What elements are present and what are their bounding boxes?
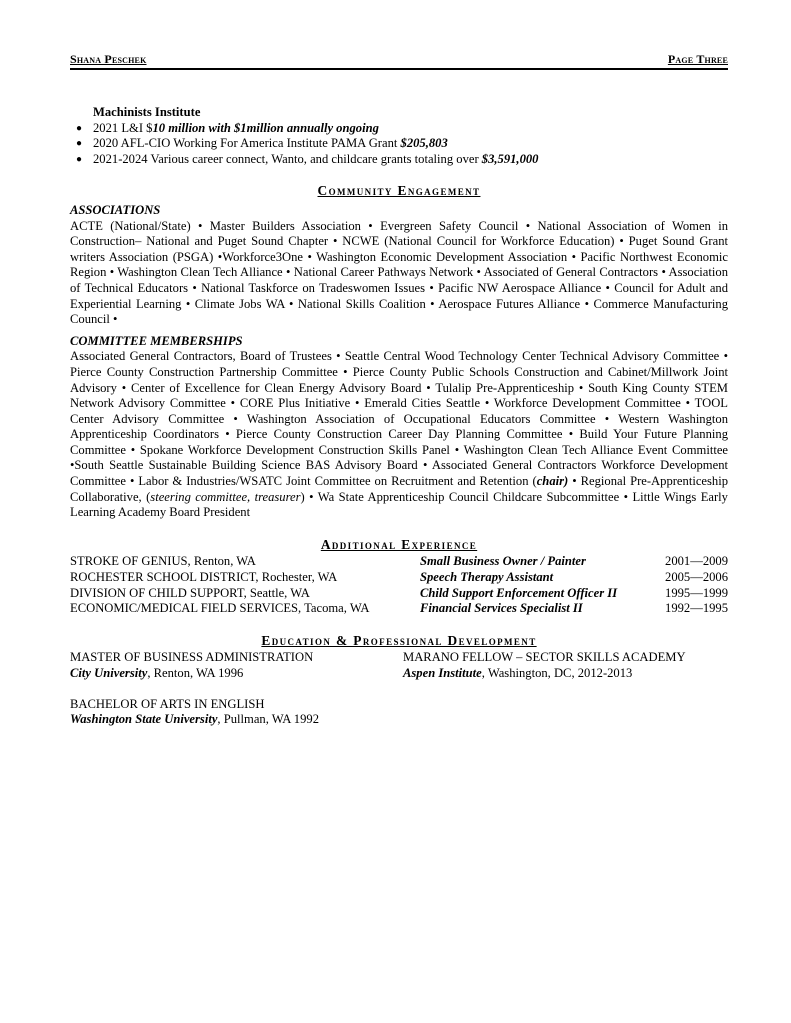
table-row: DIVISION OF CHILD SUPPORT, Seattle, WA Child Support Enforcement Officer II 1995—1999 <box>70 585 728 600</box>
associations-heading: ASSOCIATIONS <box>70 202 161 217</box>
committee-text: Associated General Contractors, Board of Trustees • Seattle Central Wood Technology Center Technical Advisory Committee • Pierce County Construction Partnership Committee • Pierce County Public Schools Construction and Cabinet/Millwork Joint Advisory • Center of Excellence for Clean Energy Advisory Board • Tulalip Pre-Apprenticeship • South King County STEM Network Advisory Committee • CORE Plus Initiative • Emerald Cities Seattle • Workforce Development Committee • TOOL Center Advisory Committee • Washington Association of Occupational Educators Committee • Western Washington Apprenticeship Coordinators • Pierce County Construction Career Day Planning Committee • Build Your Future Planning Committee • Spokane Workforce Development Construction Skills Panel • Washington Clean Tech Alliance Event Committee •South Seattle Sustainable Building Science BAS Advisory Board • Associated General Contractors Workforce Development Committee • Labor & Industries/WSATC Joint Committee on Recruitment and Retention (chair) • Regional Pre-Apprenticeship Collaborative, (steering committee, treasurer) • Wa State Apprenticeship Council Childcare Subcommittee • Little Wings Early Learning Academy Board President <box>70 349 728 520</box>
associations-text: ACTE (National/State) • Master Builders Association • Evergreen Safety Council • National Association of Women in Construction– National and Puget Sound Chapter • NCWE (National Council for Workforce Education) • Puget Sound Grant writers Association (PSGA) •Workforce3One • Washington Economic Development Association • Pacific Northwest Economic Region • Washington Clean Tech Alliance • National Career Pathways Network • Associated of General Contractors • Association of Technical Educators • National Taskforce on Tradeswomen Issues • Pacific NW Aerospace Alliance • Council for Adult and Experiential Learning • Climate Jobs WA • National Skills Coalition • Aerospace Futures Alliance • Commerce Manufacturing Council • <box>70 218 728 327</box>
education-item: MARANO FELLOW – SECTOR SKILLS ACADEMY Aspen Institute, Washington, DC, 2012-2013 <box>403 650 686 680</box>
table-row: ECONOMIC/MEDICAL FIELD SERVICES, Tacoma, WA Financial Services Specialist II 1992—1995 <box>70 601 728 616</box>
header-name: Shana Peschek <box>70 52 147 66</box>
bullet-icon: ● <box>76 122 83 134</box>
education-grid <box>70 650 728 681</box>
table-row: ROCHESTER SCHOOL DISTRICT, Rochester, WA Speech Therapy Assistant 2005—2006 <box>70 570 728 585</box>
education-heading: Education & Professional Development <box>261 632 537 648</box>
list-item: ● 2021 L&I $10 million with $1million annually ongoing <box>76 120 379 135</box>
resume-page <box>70 52 728 728</box>
education-item: BACHELOR OF ARTS IN ENGLISH Washington State University, Pullman, WA 1992 <box>70 696 319 727</box>
grants-list <box>76 120 728 168</box>
experience-heading: Additional Experience <box>320 536 478 552</box>
header-page-number: Page Three <box>667 52 728 66</box>
bullet-icon: ● <box>76 153 83 165</box>
institute-name: Machinists Institute <box>93 105 201 119</box>
committee-heading: COMMITTEE MEMBERSHIPS <box>70 333 243 348</box>
list-item: ● 2021-2024 Various career connect, Wanto, and childcare grants totaling over $3,591,000 <box>76 151 539 166</box>
experience-list <box>70 554 728 616</box>
table-row: STROKE OF GENIUS, Renton, WA Small Business Owner / Painter 2001—2009 <box>70 554 728 569</box>
page-header <box>70 52 728 70</box>
bullet-icon: ● <box>76 138 83 150</box>
education-item: MASTER OF BUSINESS ADMINISTRATION City University, Renton, WA 1996 <box>70 650 314 680</box>
grants-block <box>70 105 728 167</box>
list-item: ● 2020 AFL-CIO Working For America Institute PAMA Grant $205,803 <box>76 136 448 151</box>
community-engagement-heading: Community Engagement <box>317 183 481 199</box>
